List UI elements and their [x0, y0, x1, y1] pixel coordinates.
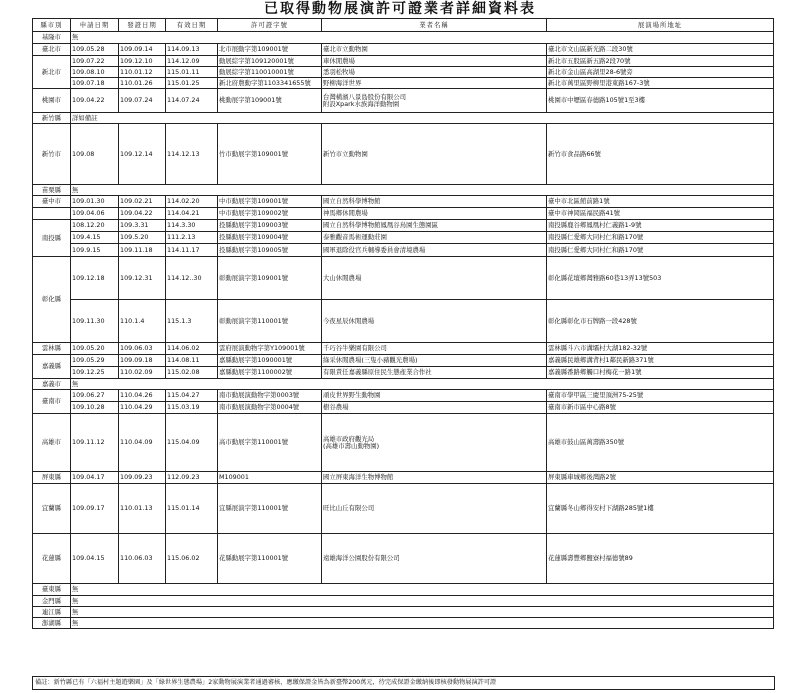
address-cell: 彰化縣花壇鄉灣雅路60巷13弄13號503	[547, 257, 774, 300]
footer-note	[32, 676, 775, 690]
issue-cell: 109.3.31	[119, 220, 166, 232]
table-row	[33, 56, 774, 67]
table-row	[33, 185, 774, 196]
name-cell: 今夜星辰休閒農場	[322, 300, 547, 343]
apply-cell: 109.04.22	[71, 89, 119, 113]
address-cell: 屏東縣車城鄉後灣路2號	[547, 472, 774, 484]
county-cell: 連江縣	[33, 607, 71, 618]
license-cell: 宜縣展演字第110001號	[218, 484, 322, 534]
col-header: 發證日期	[119, 19, 166, 32]
name-cell: 新竹市立動物園	[322, 124, 547, 185]
issue-cell: 109.09.23	[119, 472, 166, 484]
table-row	[33, 596, 774, 607]
address-cell: 新北市萬里區野柳里港東路167-3號	[547, 78, 774, 89]
name-cell: 車休閒農場	[322, 56, 547, 67]
table-row	[33, 44, 774, 56]
county-cell: 雲林縣	[33, 343, 71, 355]
address-cell: 花蓮縣壽豐鄉鹽寮村福德號89	[547, 534, 774, 584]
license-cell: 中市動展字第109001號	[218, 196, 322, 208]
note-cell: 無	[71, 607, 774, 618]
name-cell: 臺北市立動物園	[322, 44, 547, 56]
address-cell: 宜蘭縣冬山鄉得安村下湖路285號1樓	[547, 484, 774, 534]
issue-cell: 109.09.14	[119, 44, 166, 56]
address-cell: 南投縣仁愛鄉大同村仁和路170號	[547, 244, 774, 257]
apply-cell: 109.11.30	[71, 300, 119, 343]
county-cell: 新竹市	[33, 124, 71, 185]
county-cell: 臺中市	[33, 196, 71, 208]
table-row	[33, 484, 774, 534]
issue-cell: 110.02.09	[119, 367, 166, 379]
license-cell: 嘉縣動展字第1100002號	[218, 367, 322, 379]
issue-cell: 110.04.09	[119, 414, 166, 472]
expire-cell: 111.2.13	[166, 232, 218, 244]
apply-cell: 109.12.25	[71, 367, 119, 379]
license-cell: 雲府展演動物字第Y109001號	[218, 343, 322, 355]
table-row	[33, 607, 774, 618]
issue-cell: 109.02.21	[119, 196, 166, 208]
address-cell: 雲林縣斗六市溝壩村大湖182-32號	[547, 343, 774, 355]
name-cell: 頑皮世界野生動物園	[322, 390, 547, 402]
county-cell: 花蓮縣	[33, 534, 71, 584]
table-row	[33, 355, 774, 367]
apply-cell: 109.05.28	[71, 44, 119, 56]
apply-cell: 109.11.12	[71, 414, 119, 472]
expire-cell: 115.01.14	[166, 484, 218, 534]
table-row	[33, 584, 774, 596]
table-row	[33, 67, 774, 78]
name-cell: 悉羽松牧場	[322, 67, 547, 78]
expire-cell: 114.04.21	[166, 208, 218, 220]
expire-cell: 115.04.27	[166, 390, 218, 402]
note-cell: 無	[71, 32, 774, 44]
expire-cell: 115.03.19	[166, 402, 218, 414]
issue-cell: 109.12.14	[119, 124, 166, 185]
page-title: 已取得動物展演許可證業者詳細資料表	[264, 1, 536, 17]
license-cell: 南市動展演動物字第0004號	[218, 402, 322, 414]
issue-cell: 109.12.31	[119, 257, 166, 300]
table-row	[33, 402, 774, 414]
footer-text: 備註：新竹縣已有「六福村主題遊樂園」及「綠世界生態農場」2家動物展演業者通過審核，應繳保證金皆為新臺幣200萬元，待完成保證金繳納後即核發動物展演許可證	[35, 679, 497, 686]
table-row	[33, 89, 774, 113]
table-row	[33, 379, 774, 390]
county-cell: 新竹縣	[33, 113, 71, 124]
county-cell: 臺北市	[33, 44, 71, 56]
license-cell: 動展綜字第110010001號	[218, 67, 322, 78]
expire-cell: 114.09.13	[166, 44, 218, 56]
address-cell: 南投縣鹿谷鄉鳳凰村仁義路1-9號	[547, 220, 774, 232]
name-cell: 樹谷農場	[322, 402, 547, 414]
address-cell: 高雄市鼓山區萬壽路350號	[547, 414, 774, 472]
apply-cell: 108.12.20	[71, 220, 119, 232]
expire-cell: 115.01.25	[166, 78, 218, 89]
license-cell: 嘉縣動展字第1090001號	[218, 355, 322, 367]
header-row	[33, 19, 774, 32]
county-cell: 臺南市	[33, 390, 71, 414]
expire-cell: 115.04.09	[166, 414, 218, 472]
name-cell: 遠雄海洋公園股份有限公司	[322, 534, 547, 584]
name-cell: 國立自然科學博物館鳳凰谷鳥園生態園區	[322, 220, 547, 232]
issue-cell: 109.11.18	[119, 244, 166, 257]
issue-cell: 109.04.22	[119, 208, 166, 220]
note-cell: 詳如備註	[71, 113, 774, 124]
issue-cell: 110.04.29	[119, 402, 166, 414]
name-cell: 神馬鄉休閒農場	[322, 208, 547, 220]
license-cell: 新北府農動字第1103341655號	[218, 78, 322, 89]
address-cell: 臺南市學甲區三慶里頂洲75-25號	[547, 390, 774, 402]
expire-cell: 114.12.13	[166, 124, 218, 185]
address-cell: 臺北市文山區新光路二段30號	[547, 44, 774, 56]
table-row	[33, 367, 774, 379]
name-cell: 國立屏東海洋生物博物館	[322, 472, 547, 484]
county-cell: 宜蘭縣	[33, 484, 71, 534]
issue-cell: 110.04.26	[119, 390, 166, 402]
address-cell: 嘉義縣民雄鄉溝背村1鄰民新路371號	[547, 355, 774, 367]
issue-cell: 109.09.18	[119, 355, 166, 367]
note-cell: 無	[71, 379, 774, 390]
address-cell: 彰化縣彰化市石牌路一段428號	[547, 300, 774, 343]
address-cell: 新竹市食品路66號	[547, 124, 774, 185]
license-cell: 彰動展演字第110001號	[218, 300, 322, 343]
expire-cell: 115.02.08	[166, 367, 218, 379]
table-row	[33, 257, 774, 300]
issue-cell: 110.01.12	[119, 67, 166, 78]
note-cell: 無	[71, 584, 774, 596]
table-row	[33, 343, 774, 355]
col-header: 縣市別	[33, 19, 71, 32]
apply-cell: 109.12.18	[71, 257, 119, 300]
apply-cell: 109.07.18	[71, 78, 119, 89]
county-cell: 屏東縣	[33, 472, 71, 484]
apply-cell: 109.08.10	[71, 67, 119, 78]
issue-cell: 109.07.24	[119, 89, 166, 113]
table-row	[33, 534, 774, 584]
apply-cell: 109.10.28	[71, 402, 119, 414]
table-row	[33, 414, 774, 472]
expire-cell: 114.3.30	[166, 220, 218, 232]
col-header: 展演場所地址	[547, 19, 774, 32]
note-cell: 無	[71, 185, 774, 196]
license-cell: 高市動展字第110001號	[218, 414, 322, 472]
apply-cell: 109.04.15	[71, 534, 119, 584]
county-cell: 彰化縣	[33, 257, 71, 343]
issue-cell: 110.01.13	[119, 484, 166, 534]
county-cell	[33, 208, 71, 220]
expire-cell: 114.12.09	[166, 56, 218, 67]
col-header: 業者名稱	[322, 19, 547, 32]
expire-cell: 114.12..30	[166, 257, 218, 300]
license-cell: 投縣動展字第109005號	[218, 244, 322, 257]
license-cell: 桃動展字第109001號	[218, 89, 322, 113]
address-cell: 桃園市中壢區春德路105號1至3樓	[547, 89, 774, 113]
address-cell: 臺南市新市區中心路8號	[547, 402, 774, 414]
address-cell: 新北市金山區高湖里28-6號旁	[547, 67, 774, 78]
county-cell: 嘉義縣	[33, 355, 71, 379]
apply-cell: 109.4.15	[71, 232, 119, 244]
county-cell: 南投縣	[33, 220, 71, 257]
license-cell: 花縣動展字第110001號	[218, 534, 322, 584]
license-cell: 南市動展演動物字第0003號	[218, 390, 322, 402]
expire-cell: 115.06.02	[166, 534, 218, 584]
expire-cell: 114.07.24	[166, 89, 218, 113]
county-cell: 桃園市	[33, 89, 71, 113]
county-cell: 基隆市	[33, 32, 71, 44]
address-cell: 南投縣仁愛鄉大同村仁和路170號	[547, 232, 774, 244]
county-cell: 嘉義市	[33, 379, 71, 390]
county-cell: 澎湖縣	[33, 618, 71, 629]
issue-cell: 109.06.03	[119, 343, 166, 355]
issue-cell: 110.1.4	[119, 300, 166, 343]
expire-cell: 115.01.11	[166, 67, 218, 78]
expire-cell: 114.08.11	[166, 355, 218, 367]
table-row	[33, 208, 774, 220]
county-cell: 苗栗縣	[33, 185, 71, 196]
apply-cell: 109.08	[71, 124, 119, 185]
address-cell: 嘉義縣番路鄉觸口村梅花一路1號	[547, 367, 774, 379]
county-cell: 高雄市	[33, 414, 71, 472]
issue-cell: 109.12.10	[119, 56, 166, 67]
license-cell: 動展綜字第109120001號	[218, 56, 322, 67]
name-cell: 大山休閒農場	[322, 257, 547, 300]
address-cell: 臺中市北區館前路1號	[547, 196, 774, 208]
county-cell: 新北市	[33, 56, 71, 89]
apply-cell: 109.05.29	[71, 355, 119, 367]
expire-cell: 114.06.02	[166, 343, 218, 355]
address-cell: 新北市五股區新五路2段70號	[547, 56, 774, 67]
apply-cell: 109.04.17	[71, 472, 119, 484]
apply-cell: 109.04.06	[71, 208, 119, 220]
table-row	[33, 124, 774, 185]
license-cell: 投縣動展字第109003號	[218, 220, 322, 232]
license-cell: 竹市動展字第109001號	[218, 124, 322, 185]
col-header: 有效日期	[166, 19, 218, 32]
license-table	[32, 18, 774, 629]
apply-cell: 109.09.17	[71, 484, 119, 534]
name-cell: 千巧谷牛樂園有限公司	[322, 343, 547, 355]
name-cell: 有限責任嘉義縣原住民生態產業合作社	[322, 367, 547, 379]
name-cell: 綠采休閒農場(三隻小豬觀光農場)	[322, 355, 547, 367]
name-cell: 國立自然科學博物館	[322, 196, 547, 208]
table-row	[33, 32, 774, 44]
apply-cell: 109.06.27	[71, 390, 119, 402]
address-cell: 臺中市神岡區福民路41號	[547, 208, 774, 220]
issue-cell: 110.06.03	[119, 534, 166, 584]
license-cell: M109001	[218, 472, 322, 484]
col-header: 許可證字號	[218, 19, 322, 32]
expire-cell: 114.02.20	[166, 196, 218, 208]
apply-cell: 109.01.30	[71, 196, 119, 208]
note-cell: 無	[71, 596, 774, 607]
table-row	[33, 78, 774, 89]
table-row	[33, 300, 774, 343]
col-header: 申請日期	[71, 19, 119, 32]
expire-cell: 115.1.3	[166, 300, 218, 343]
license-cell: 彰動展演字第109001號	[218, 257, 322, 300]
table-row	[33, 220, 774, 232]
name-cell: 野柳海洋世界	[322, 78, 547, 89]
expire-cell: 114.11.17	[166, 244, 218, 257]
name-cell: 泰雅觀音馬術運動莊園	[322, 232, 547, 244]
issue-cell: 110.01.26	[119, 78, 166, 89]
note-cell: 無	[71, 618, 774, 629]
issue-cell: 109.5.20	[119, 232, 166, 244]
apply-cell: 109.9.15	[71, 244, 119, 257]
apply-cell: 109.07.22	[71, 56, 119, 67]
table-row	[33, 232, 774, 244]
table-row	[33, 113, 774, 124]
table-row	[33, 618, 774, 629]
name-cell: 旺比山丘有限公司	[322, 484, 547, 534]
license-cell: 北市展動字第109001號	[218, 44, 322, 56]
county-cell: 臺東縣	[33, 584, 71, 596]
table-row	[33, 244, 774, 257]
table-row	[33, 196, 774, 208]
apply-cell: 109.05.20	[71, 343, 119, 355]
license-cell: 中市動展字第109002號	[218, 208, 322, 220]
expire-cell: 112.09.23	[166, 472, 218, 484]
county-cell: 金門縣	[33, 596, 71, 607]
name-cell: 高雄市政府觀光局 (高雄市壽山動物園)	[322, 414, 547, 472]
license-cell: 投縣動展字第109004號	[218, 232, 322, 244]
name-cell: 國軍退除役官兵輔導委員會清境農場	[322, 244, 547, 257]
name-cell: 台灣橫濱八景島股份有限公司 附設Xpark水族海洋動物園	[322, 89, 547, 113]
table-row	[33, 390, 774, 402]
table-row	[33, 472, 774, 484]
